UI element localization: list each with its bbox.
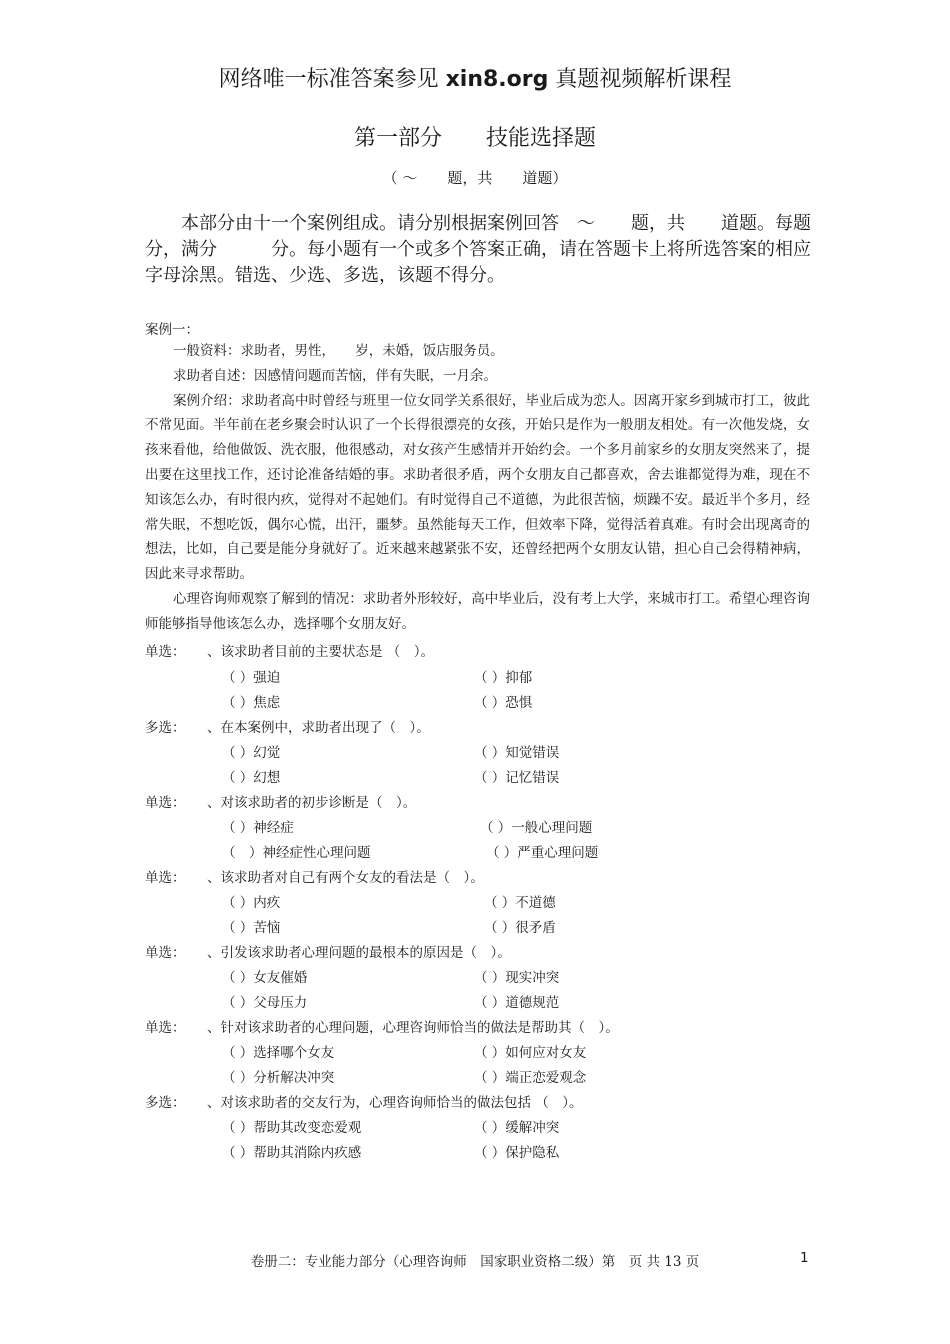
- page-number: 1: [800, 1250, 809, 1266]
- header-text-1: 网络唯一标准答案参见: [218, 67, 446, 92]
- question-type: 单选：: [145, 644, 186, 660]
- option[interactable]: （ ）不道德: [484, 895, 556, 911]
- option[interactable]: （ ）幻想: [222, 770, 281, 786]
- question-type: 单选：: [145, 1020, 186, 1036]
- question-text: 、针对该求助者的心理问题，心理咨询师恰当的做法是帮助其（ ）。: [207, 1020, 619, 1036]
- question-text: 、引发该求助者心理问题的最根本的原因是（ ）。: [207, 945, 511, 961]
- option[interactable]: （ ）很矛盾: [484, 920, 556, 936]
- case-self-statement: 求助者自述：因感情问题而苦恼，伴有失眠，一月余。: [173, 367, 497, 384]
- option[interactable]: （ ）女友催婚: [222, 970, 308, 986]
- intro-text: 本部分由十一个案例组成。请分别根据案例回答 ～ 题，共 道题。每题 分，满分 分。每小题有一个或多个答案正确，请在答题卡上将所选答案的相应字母涂黑。错选、少选、多选，该题不得分。: [145, 213, 847, 286]
- option[interactable]: （ ）帮助其改变恋爱观: [222, 1120, 362, 1136]
- option[interactable]: （ ）强迫: [222, 670, 281, 686]
- question-type: 单选：: [145, 945, 186, 961]
- option[interactable]: （ ）父母压力: [222, 995, 308, 1011]
- option[interactable]: （ ）帮助其消除内疚感: [222, 1145, 362, 1161]
- header-site: xin8.org: [445, 67, 549, 92]
- question-text: 、该求助者目前的主要状态是 （ ）。: [207, 644, 435, 660]
- page-footer: 卷册二：专业能力部分（心理咨询师 国家职业资格二级）第 页 共 13 页: [250, 1254, 700, 1270]
- case-body: [145, 339, 810, 637]
- option[interactable]: （ ）内疚: [222, 895, 281, 911]
- question-type: 单选：: [145, 795, 186, 811]
- option[interactable]: （ ）知觉错误: [474, 745, 560, 761]
- section-intro: [145, 211, 847, 289]
- option[interactable]: （ ）现实冲突: [474, 970, 560, 986]
- question-type: 多选：: [145, 720, 186, 736]
- section-title: 第一部分 技能选择题: [353, 126, 596, 151]
- question-text: 、该求助者对自己有两个女友的看法是（ ）。: [207, 870, 484, 886]
- option[interactable]: （ ）分析解决冲突: [222, 1070, 335, 1086]
- option[interactable]: （ ）神经症: [222, 820, 294, 836]
- option[interactable]: （ ）道德规范: [474, 995, 560, 1011]
- option[interactable]: （ ）抑郁: [474, 670, 533, 686]
- case-general: 一般资料：求助者，男性， 岁，未婚，饭店服务员。: [173, 343, 504, 359]
- option[interactable]: （ ）一般心理问题: [480, 820, 593, 836]
- option[interactable]: （ ）缓解冲突: [474, 1120, 560, 1136]
- question-text: 、在本案例中，求助者出现了（ ）。: [207, 720, 430, 736]
- option[interactable]: （ ）焦虑: [222, 695, 281, 711]
- question-text: 、对该求助者的初步诊断是（ ）。: [207, 795, 417, 811]
- option[interactable]: （ ）幻觉: [222, 745, 281, 761]
- question-type: 多选：: [145, 1095, 186, 1111]
- case-observation: 心理咨询师观察了解到的情况：求助者外形较好，高中毕业后，没有考上大学，来城市打工。希望心理咨询师能够指导他该怎么办，选择哪个女朋友好。: [145, 590, 810, 632]
- option[interactable]: （ ）保护隐私: [474, 1145, 560, 1161]
- case-intro: 案例介绍：求助者高中时曾经与班里一位女同学关系很好，毕业后成为恋人。因离开家乡到城市打工，彼此不常见面。半年前在老乡聚会时认识了一个长得很漂亮的女孩，开始只是作为一般朋友相处。有一次他发烧，女孩来看他，给他做饭、洗衣服，他很感动，对女孩产生感情并开始约会。一个多月前家乡的女朋友突然来了，提出要在这里找工作，还讨论准备结婚的事。求助者很矛盾，两个女朋友自己都喜欢，舍去谁都觉得为难，现在不知该怎么办，有时很内疚，觉得对不起她们。有时觉得自己不道德，为此很苦恼，烦躁不安。最近半个多月，经常失眠，不想吃饭，偶尔心慌，出汗，噩梦。虽然能每天工作，但效率下降，觉得活着真难。有时会出现离奇的想法，比如，自己要是能分身就好了。近来越来越紧张不安，还曾经把两个女朋友认错，担心自己会得精神病，因此来寻求帮助。: [145, 392, 810, 583]
- question-text: 、对该求助者的交友行为，心理咨询师恰当的做法包括 （ ）。: [207, 1095, 583, 1111]
- option[interactable]: （ ）苦恼: [222, 920, 281, 936]
- option[interactable]: （ ）严重心理问题: [486, 845, 599, 861]
- header-text-2: 真题视频解析课程: [548, 67, 732, 92]
- case-title: 案例一：: [145, 322, 199, 338]
- option[interactable]: （ ）记忆错误: [474, 770, 560, 786]
- option[interactable]: （ ）选择哪个女友: [222, 1045, 335, 1061]
- option[interactable]: （ ）端正恋爱观念: [474, 1070, 587, 1086]
- question-type: 单选：: [145, 870, 186, 886]
- option[interactable]: （ ）恐惧: [474, 695, 533, 711]
- option[interactable]: （ ）神经症性心理问题: [222, 845, 371, 861]
- page-header: [0, 62, 950, 93]
- option[interactable]: （ ）如何应对女友: [474, 1045, 587, 1061]
- question-range: （ ～ 题，共 道题）: [382, 169, 568, 187]
